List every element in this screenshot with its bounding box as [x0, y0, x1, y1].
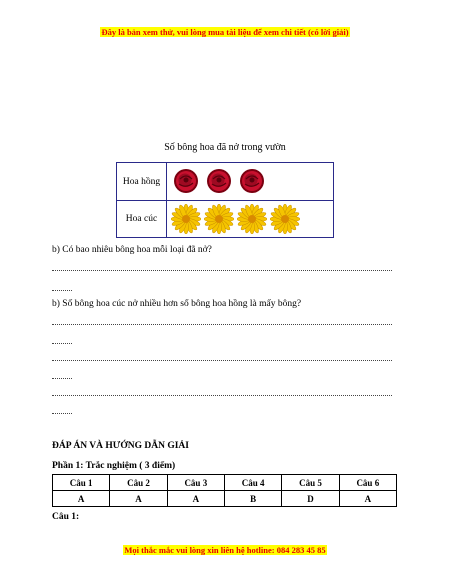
answer-line — [52, 413, 72, 415]
daisy-icon — [171, 204, 201, 234]
rose-icons — [171, 167, 267, 195]
answer-cell: D — [282, 491, 339, 507]
answer-line — [52, 343, 72, 345]
rose-icon — [237, 167, 267, 195]
row-label-daisy: Hoa cúc — [117, 200, 167, 237]
header-cell: Câu 3 — [167, 475, 224, 491]
daisy-icon — [270, 204, 300, 234]
hotline-banner: Mọi thắc mắc vui lòng xin liên hệ hotline: 084 283 45 85 — [124, 545, 326, 555]
answer-heading: ĐÁP ÁN VÀ HƯỚNG DẪN GIẢI — [52, 441, 189, 451]
answer-table-header-row — [53, 475, 397, 491]
picture-graph-title: Số bông hoa đã nở trong vườn — [164, 142, 286, 153]
answer-cell: A — [110, 491, 167, 507]
answer-cell: A — [167, 491, 224, 507]
answer-cell: A — [339, 491, 396, 507]
cau1-label: Câu 1: — [52, 512, 80, 522]
preview-banner: Đây là bản xem thử, vui lòng mua tài liệu để xem chi tiết (có lời giải) — [101, 27, 349, 37]
rose-icon — [171, 167, 201, 195]
header-cell: Câu 6 — [339, 475, 396, 491]
daisy-icon — [237, 204, 267, 234]
header-cell: Câu 4 — [224, 475, 281, 491]
answer-line — [52, 324, 392, 326]
answer-line — [52, 270, 392, 272]
answer-line — [52, 395, 392, 397]
answer-cell: A — [53, 491, 110, 507]
header-cell: Câu 1 — [53, 475, 110, 491]
answer-table-answer-row — [53, 491, 397, 507]
part1-heading: Phần 1: Trắc nghiệm ( 3 điểm) — [52, 461, 176, 471]
header-cell: Câu 2 — [110, 475, 167, 491]
daisy-icons — [171, 204, 300, 234]
answer-table — [52, 474, 397, 507]
picture-graph-table — [116, 162, 334, 238]
picture-row-rose — [117, 163, 333, 201]
question-b1: b) Có bao nhiêu bông hoa mỗi loại đã nở? — [52, 245, 212, 255]
picture-row-daisy — [117, 200, 333, 237]
answer-line — [52, 360, 392, 362]
answer-line — [52, 378, 72, 380]
row-label-rose: Hoa hồng — [117, 163, 167, 200]
answer-line — [52, 290, 72, 292]
header-cell: Câu 5 — [282, 475, 339, 491]
rose-icon — [204, 167, 234, 195]
answer-cell: B — [224, 491, 281, 507]
daisy-icon — [204, 204, 234, 234]
question-b2: b) Số bông hoa cúc nở nhiều hơn số bông hoa hồng là mấy bông? — [52, 299, 302, 309]
